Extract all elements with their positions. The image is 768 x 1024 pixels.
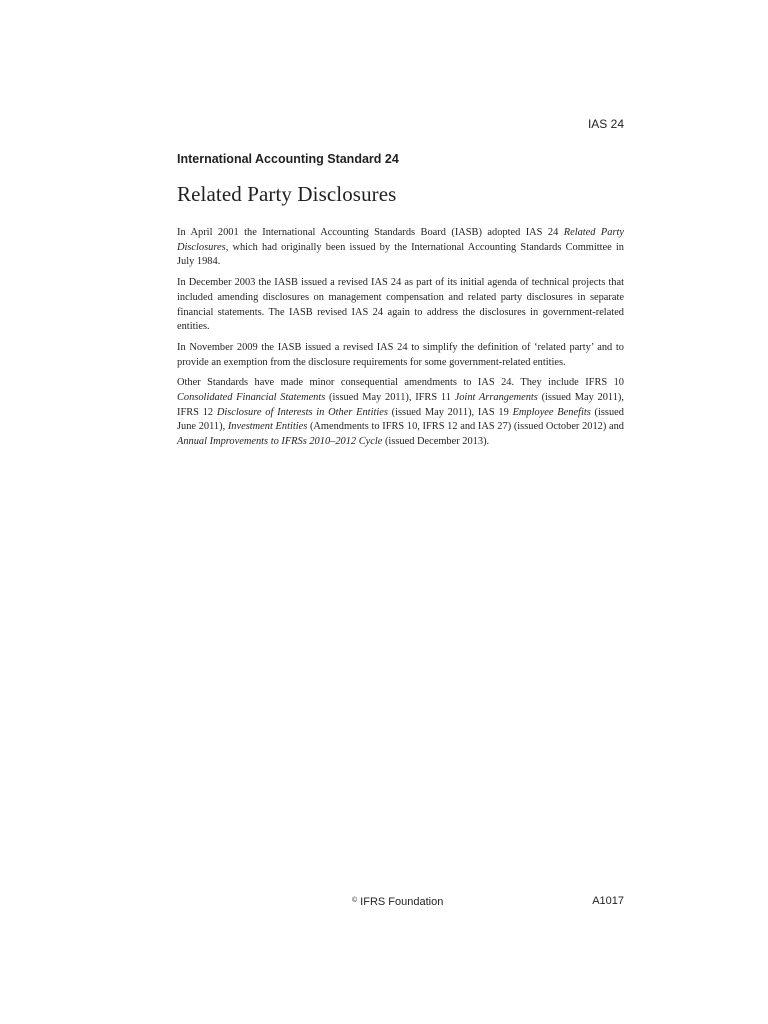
paragraph: [177, 376, 624, 450]
text-run: (Amendments to IFRS 10, IFRS 12 and IAS 27) (issued October 2012) and: [307, 421, 624, 433]
italic-title-run: Annual Improvements to IFRSs 2010–2012 Cycle: [177, 436, 383, 448]
paragraph: [177, 276, 624, 335]
italic-title-run: Joint Arrangements: [454, 392, 538, 404]
italic-title-run: Investment Entities: [227, 421, 308, 433]
text-run: (issued May 2011), IFRS 12: [177, 392, 624, 418]
text-run: (issued June 2011),: [177, 406, 624, 433]
copyright-text: IFRS Foundation: [360, 896, 444, 908]
text-run: (issued May 2011), IFRS 11: [325, 392, 455, 404]
paragraph: [177, 341, 624, 370]
paragraph: [177, 226, 624, 270]
italic-title-run: Employee Benefits: [512, 406, 591, 418]
copyright-symbol: ©: [352, 897, 358, 904]
text-run: In April 2001 the International Accounting Standards Board (IASB) adopted IAS 24: [177, 227, 564, 238]
page-title: Related Party Disclosures: [177, 182, 397, 206]
page-number: A1017: [592, 895, 624, 907]
text-run: , which had originally been issued by the International Accounting Standards Committee in July 1984.: [177, 241, 624, 268]
standard-label: International Accounting Standard 24: [177, 152, 399, 166]
text-run: Other Standards have made minor consequential amendments to IAS 24. They include IFRS 10: [177, 377, 624, 389]
document-body: [177, 151, 624, 456]
introduction-text: [177, 226, 624, 450]
text-run: In November 2009 the IASB issued a revised IAS 24 to simplify the definition of ‘related party’ and to provide an exemption from the disclosure requirements for some government-related entities.: [177, 341, 624, 368]
italic-title-run: Related Party Disclosures: [177, 227, 624, 253]
footer-copyright: [352, 894, 443, 909]
italic-title-run: Disclosure of Interests in Other Entities: [216, 406, 388, 418]
text-run: (issued December 2013).: [382, 436, 490, 448]
italic-title-run: Consolidated Financial Statements: [177, 392, 326, 404]
text-run: (issued May 2011), IAS 19: [387, 406, 513, 418]
running-header: IAS 24: [587, 117, 624, 131]
text-run: In December 2003 the IASB issued a revised IAS 24 as part of its initial agenda of technical projects that included amending disclosures on management compensation and related party disclosures in separate financial statements. The IASB revised IAS 24 again to address the disclosures in government-related entities.: [177, 277, 624, 333]
